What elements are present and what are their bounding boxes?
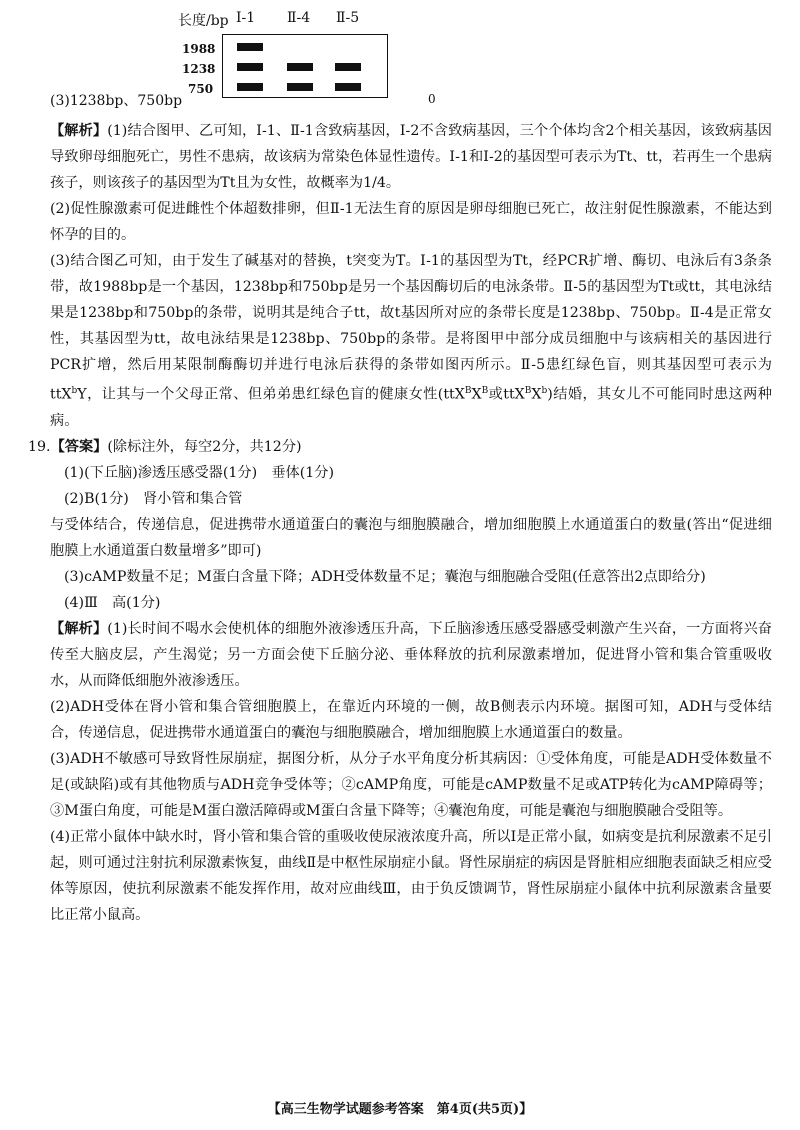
question-number: 19. [28, 438, 51, 455]
analysis-text: Y，让其与一个父母正常、但弟弟患红绿色盲的健康女性(ttX [77, 386, 465, 403]
superscript: B [481, 386, 489, 396]
superscript: B [524, 386, 532, 396]
gel-figure [0, 0, 800, 110]
scoring-note: (除标注外，每空2分，共12分) [107, 438, 302, 455]
q19-answer-2b: 与受体结合，传递信息，促进携带水通道蛋白的囊泡与细胞膜融合，增加细胞膜上水通道蛋白的数量(答出“促进细胞膜上水通道蛋白数量增多”即可) [50, 516, 772, 559]
q19-answer-3: (3)cAMP数量不足；M蛋白含量下降；ADH受体数量不足；囊泡与细胞融合受阻(任意答出2点即给分) [64, 568, 706, 585]
q19-analysis-4: (4)正常小鼠体中缺水时，肾小管和集合管的重吸收使尿液浓度升高，所以Ⅰ是正常小鼠，如病变是抗利尿激素不足引起，则可通过注射抗利尿激素恢复，曲线Ⅱ是中枢性尿崩症小鼠。肾性尿崩症的病因是肾脏相应细胞表面缺乏相应受体等原因，使抗利尿激素不能发挥作用，故对应曲线Ⅲ，由于负反馈调节，肾性尿崩症小鼠体中抗利尿激素含量要比正常小鼠高。 [50, 828, 772, 923]
superscript: b [71, 386, 78, 396]
analysis-text: 或ttX [488, 386, 525, 403]
gel-band [287, 63, 313, 71]
gel-axis-label: 长度/bp [178, 13, 229, 29]
gel-frame [222, 34, 388, 98]
analysis-label: 【解析】 [50, 123, 108, 139]
analysis-label: 【解析】 [50, 620, 108, 637]
gel-band [237, 63, 263, 71]
analysis-text: )结婚，其女儿不可能同时患这两种病。 [50, 386, 772, 429]
gel-band [237, 43, 263, 51]
gel-size-label: 1238 [182, 62, 216, 76]
q19-answer-2: (2)B(1分) 肾小管和集合管 [64, 490, 243, 507]
gel-band [287, 83, 313, 91]
gel-lane-label: Ⅰ-1 [236, 10, 256, 26]
analysis-text: (1)结合图甲、乙可知，Ⅰ-1、Ⅱ-1含致病基因，Ⅰ-2不含致病基因，三个个体均含2个相关基因，该致病基因导致卵母细胞死亡，男性不患病，故该病为常染色体显性遗传。Ⅰ-1和Ⅰ-2的基因型可表示为Tt、tt，若再生一个患病孩子，则该孩子的基因型为Tt且为女性，故概率为1/4。 [50, 123, 772, 191]
page-footer: 【高三生物学试题参考答案 第4页(共5页)】 [267, 1102, 533, 1117]
q19-answer-header [28, 434, 772, 460]
analysis-text: (3)结合图乙可知，由于发生了碱基对的替换，t突变为T。Ⅰ-1的基因型为Tt，经PCR扩增、酶切、电泳后有3条条带，故1988bp是一个基因，1238bp和750bp是另一个基因酶切后的电泳条带。Ⅱ-5的基因型为Tt或tt，其电泳结果是1238bp和750bp的条带，说明其是纯合子tt，故t基因所对应的条带长度是1238bp、750bp。Ⅱ-4是正常女性，其基因型为tt，故电泳结果是1238bp、750bp的条带。是将图甲中部分成员细胞中与该病相关的基因进行PCR扩增，然后用某限制酶酶切并进行电泳后获得的条带如图丙所示。Ⅱ-5患红绿色盲，则其基因型可表示为ttX [50, 253, 772, 403]
q19-answer-4: (4)Ⅲ 高(1分) [64, 594, 161, 611]
analysis-text: (1)长时间不喝水会使机体的细胞外液渗透压升高，下丘脑渗透压感受器感受刺激产生兴奋，一方面将兴奋传至大脑皮层，产生渴觉；另一方面会使下丘脑分泌、垂体释放的抗利尿激素增加，促进肾小管和集合管重吸收水，从而降低细胞外液渗透压。 [50, 620, 772, 689]
q19-answer-1: (1)(下丘脑)渗透压感受器(1分) 垂体(1分) [64, 464, 334, 481]
q19-analysis-3: (3)ADH不敏感可导致肾性尿崩症，据图分析，从分子水平角度分析其病因：①受体角度，可能是ADH受体数量不足(或缺陷)或有其他物质与ADH竞争受体等；②cAMP角度，可能是cAMP数量不足或ATP转化为cAMP障碍等；③M蛋白角度，可能是M蛋白激活障碍或M蛋白含量下降等；④囊泡角度，可能是囊泡与细胞膜融合受阻等。 [50, 750, 772, 819]
q18-analysis-3: (3)结合图乙可知，由于发生了碱基对的替换，t突变为T。Ⅰ-1的基因型为Tt，经PCR扩增、酶切、电泳后有3条条带，故1988bp是一个基因，1238bp和750bp是另一个基因酶切后的电泳条带。Ⅱ-5的基因型为Tt或tt，其电泳结果是1238bp和750bp的条带，说明其是纯合子tt，故t基因所对应的条带长度是1238bp、750bp。Ⅱ-4是正常女性，其基因型为tt，故电泳结果是1238bp、750bp的条带。是将图甲中部分成员细胞中与该病相关的基因进行PCR扩增，然后用某限制酶酶切并进行电泳后获得的条带如图丙所示。Ⅱ-5患红绿色盲，则其基因型可表示为ttX$^b$Y，让其与一个父母正常、但弟弟患红绿色盲的健康女性($ttX^BX^B$或$ttX^BX^b$)结婚，其女儿不可能同时患这两种病。 [50, 253, 772, 429]
q18-part3-answer: (3)1238bp、750bp [50, 93, 183, 109]
q18-analysis-2: (2)促性腺激素可促进雌性个体超数排卵，但Ⅱ-1无法生育的原因是卵母细胞已死亡，故注射促性腺激素，不能达到怀孕的目的。 [50, 201, 772, 243]
gel-band [335, 63, 361, 71]
gel-lane-label: Ⅱ-4 [287, 10, 311, 26]
gel-band [237, 83, 263, 91]
q19-analysis-1 [50, 616, 772, 694]
gel-size-label: 1988 [182, 42, 216, 56]
superscript: b [541, 386, 548, 396]
gel-lane-label: Ⅱ-5 [336, 10, 360, 26]
q19-analysis-2: (2)ADH受体在肾小管和集合管细胞膜上，在靠近内环境的一侧，故B侧表示内环境。据图可知，ADH与受体结合，传递信息，促进携带水通道蛋白的囊泡与细胞膜融合，增加细胞膜上水通道蛋白的数量。 [50, 698, 772, 741]
zero-mark: 0 [428, 92, 436, 106]
answer-label: 【答案】 [50, 438, 108, 455]
gel-band [335, 83, 361, 91]
superscript: B [464, 386, 472, 396]
gel-size-label: 750 [188, 82, 214, 96]
answer-content [28, 118, 772, 928]
q18-analysis-1 [50, 118, 772, 196]
